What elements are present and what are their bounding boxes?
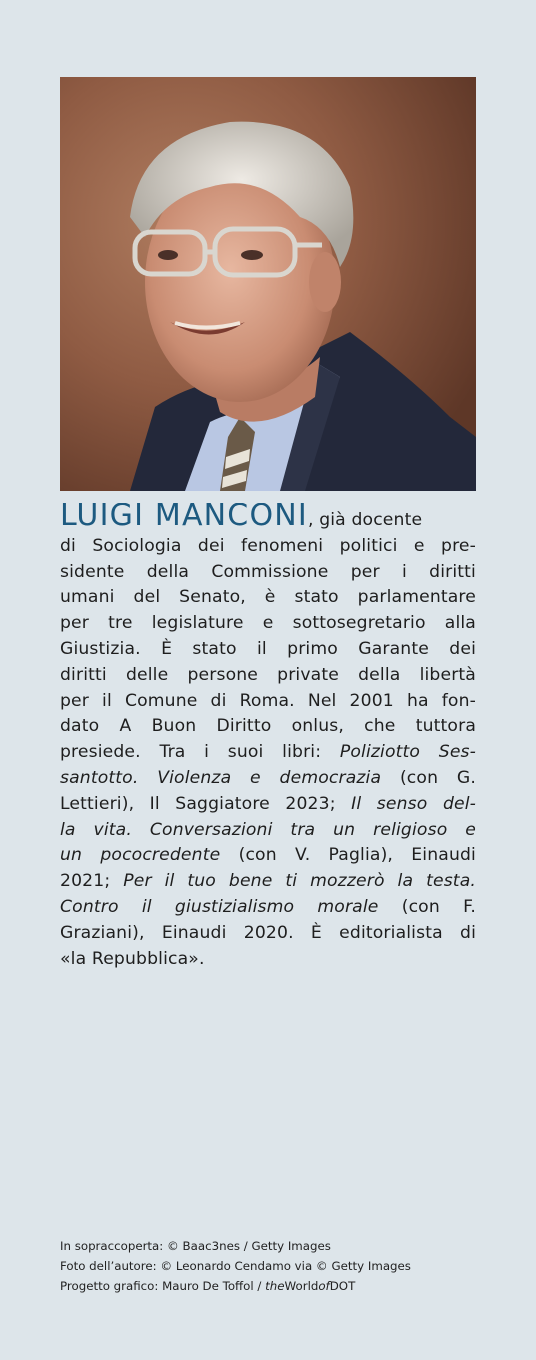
bio-line: Giustizia. È stato il primo Garante dei xyxy=(60,638,476,659)
bio-line: umani del Senato, è stato parlamentare xyxy=(60,587,476,608)
design-credit: Progetto grafico: Mauro De Toffol / theWorldofDOT xyxy=(60,1279,356,1293)
bio-line: santotto. Violenza e democrazia (con G. xyxy=(60,767,476,788)
book-title: Il senso del- xyxy=(351,793,476,814)
bio-line xyxy=(60,818,476,844)
cover-credit: In sopraccoperta: © Baac3nes / Getty Images xyxy=(60,1239,331,1253)
bio-line: per il Comune di Roma. Nel 2001 ha fon- xyxy=(60,690,476,711)
bio-line: «la Repubblica». xyxy=(60,948,205,969)
book-title: Contro il giustizialismo morale xyxy=(60,896,379,917)
bio-line: un pococredente (con V. Paglia), Einaudi xyxy=(60,845,476,866)
bio-line: Contro il giustizialismo morale (con F. xyxy=(60,896,476,917)
book-title: la vita. Conversazioni tra un religioso e xyxy=(60,819,476,840)
bio-line: presiede. Tra i suoi libri: Poliziotto Ses- xyxy=(60,742,476,763)
bio-line: Graziani), Einaudi 2020. È editorialista di xyxy=(60,922,476,943)
author-bio xyxy=(60,503,476,972)
bio-line: Lettieri), Il Saggiatore 2023; Il senso del- xyxy=(60,793,476,814)
book-title: Per il tuo bene ti mozzerò la testa. xyxy=(123,871,476,892)
book-title: santotto. Violenza e democrazia xyxy=(60,767,382,788)
photo-credit: Foto dell’autore: © Leonardo Cendamo via © Getty Images xyxy=(60,1259,411,1273)
book-title: Poliziotto Ses- xyxy=(339,742,476,763)
author-portrait-icon xyxy=(60,77,476,491)
bio-line: 2021; Per il tuo bene ti mozzerò la testa. xyxy=(60,871,476,892)
author-name: LUIGI MANCONI xyxy=(60,503,308,533)
bio-line: diritti delle persone private della libertà xyxy=(60,664,476,685)
bio-line: dato A Buon Diritto onlus, che tuttora xyxy=(60,716,476,737)
bio-line: di Sociologia dei fenomeni politici e pre- xyxy=(60,535,476,556)
book-title: un pococredente xyxy=(60,845,221,866)
bio-line: LUIGI MANCONI, già docente xyxy=(60,503,476,534)
author-photo xyxy=(60,77,476,491)
bio-line: sidente della Commissione per i diritti xyxy=(60,561,476,582)
bio-line: per tre legislature e sottosegretario alla xyxy=(60,613,476,634)
credits xyxy=(60,1236,500,1296)
